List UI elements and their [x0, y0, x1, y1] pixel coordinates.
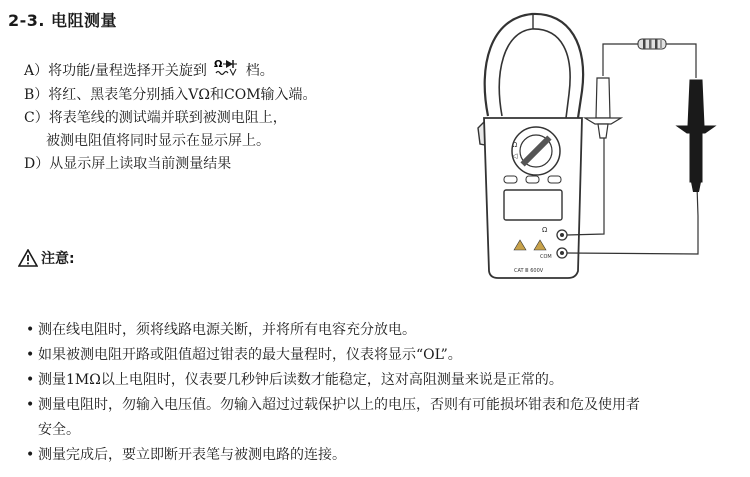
clamp-meter-illustration [470, 6, 745, 286]
note-item: • 测在线电阻时，须将线路电源关断，并将所有电容充分放电。 [38, 318, 738, 343]
black-test-probe [677, 56, 715, 192]
step-d: D）从显示屏上读取当前测量结果 [24, 156, 232, 172]
note-item: • 如果被测电阻开路或阻值超过钳表的最大量程时，仪表将显示“OL”。 [38, 343, 738, 368]
step-b: B）将红、黑表笔分别插入VΩ和COM输入端。 [24, 87, 317, 103]
terminal-ohm-label: Ω [542, 226, 548, 234]
caution-notes [38, 318, 738, 468]
svg-text:◁: ◁ [512, 152, 518, 160]
terminal-com-label: COM [540, 254, 552, 260]
function-buttons [504, 176, 561, 183]
test-lead-wires [567, 44, 698, 254]
step-c-continued: 被测电阻值将同时显示在显示屏上。 [46, 133, 270, 149]
clamp-jaw [485, 14, 583, 118]
note-item: • 测量完成后，要立即断开表笔与被测电路的连接。 [38, 443, 738, 468]
section-title: 2-3. 电阻测量 [8, 11, 118, 30]
svg-text:Ω: Ω [512, 141, 518, 149]
svg-text:Ω: Ω [214, 59, 223, 70]
step-a-text: A）将功能/量程选择开关旋到 [24, 63, 207, 79]
caution-label: 注意: [41, 251, 75, 267]
note-line: 测量电阻时，勿输入电压值。勿输入超过过载保护以上的电压，否则有可能损坏钳表和危及使用者 [38, 397, 640, 413]
warning-triangle-icon [18, 249, 38, 267]
step-a-suffix: 档。 [245, 63, 274, 79]
step-c: C）将表笔线的测试端并联到被测电阻上， [24, 110, 287, 126]
instruction-steps [24, 58, 317, 176]
note-line: 安全。 [38, 422, 80, 438]
red-test-probe [585, 54, 621, 138]
resistance-diode-symbol-icon [213, 58, 239, 84]
caution-heading [18, 248, 75, 268]
note-item: • 测量1MΩ以上电阻时，仪表要几秒钟后读数才能稳定，这对高阻测量来说是正常的。 [38, 368, 738, 393]
resistor [638, 39, 666, 49]
lcd-display [504, 190, 562, 220]
cat-rating-label: CAT Ⅲ 600V [514, 268, 544, 274]
note-item [38, 393, 738, 443]
rotary-dial [512, 127, 560, 175]
step-a [24, 58, 317, 84]
